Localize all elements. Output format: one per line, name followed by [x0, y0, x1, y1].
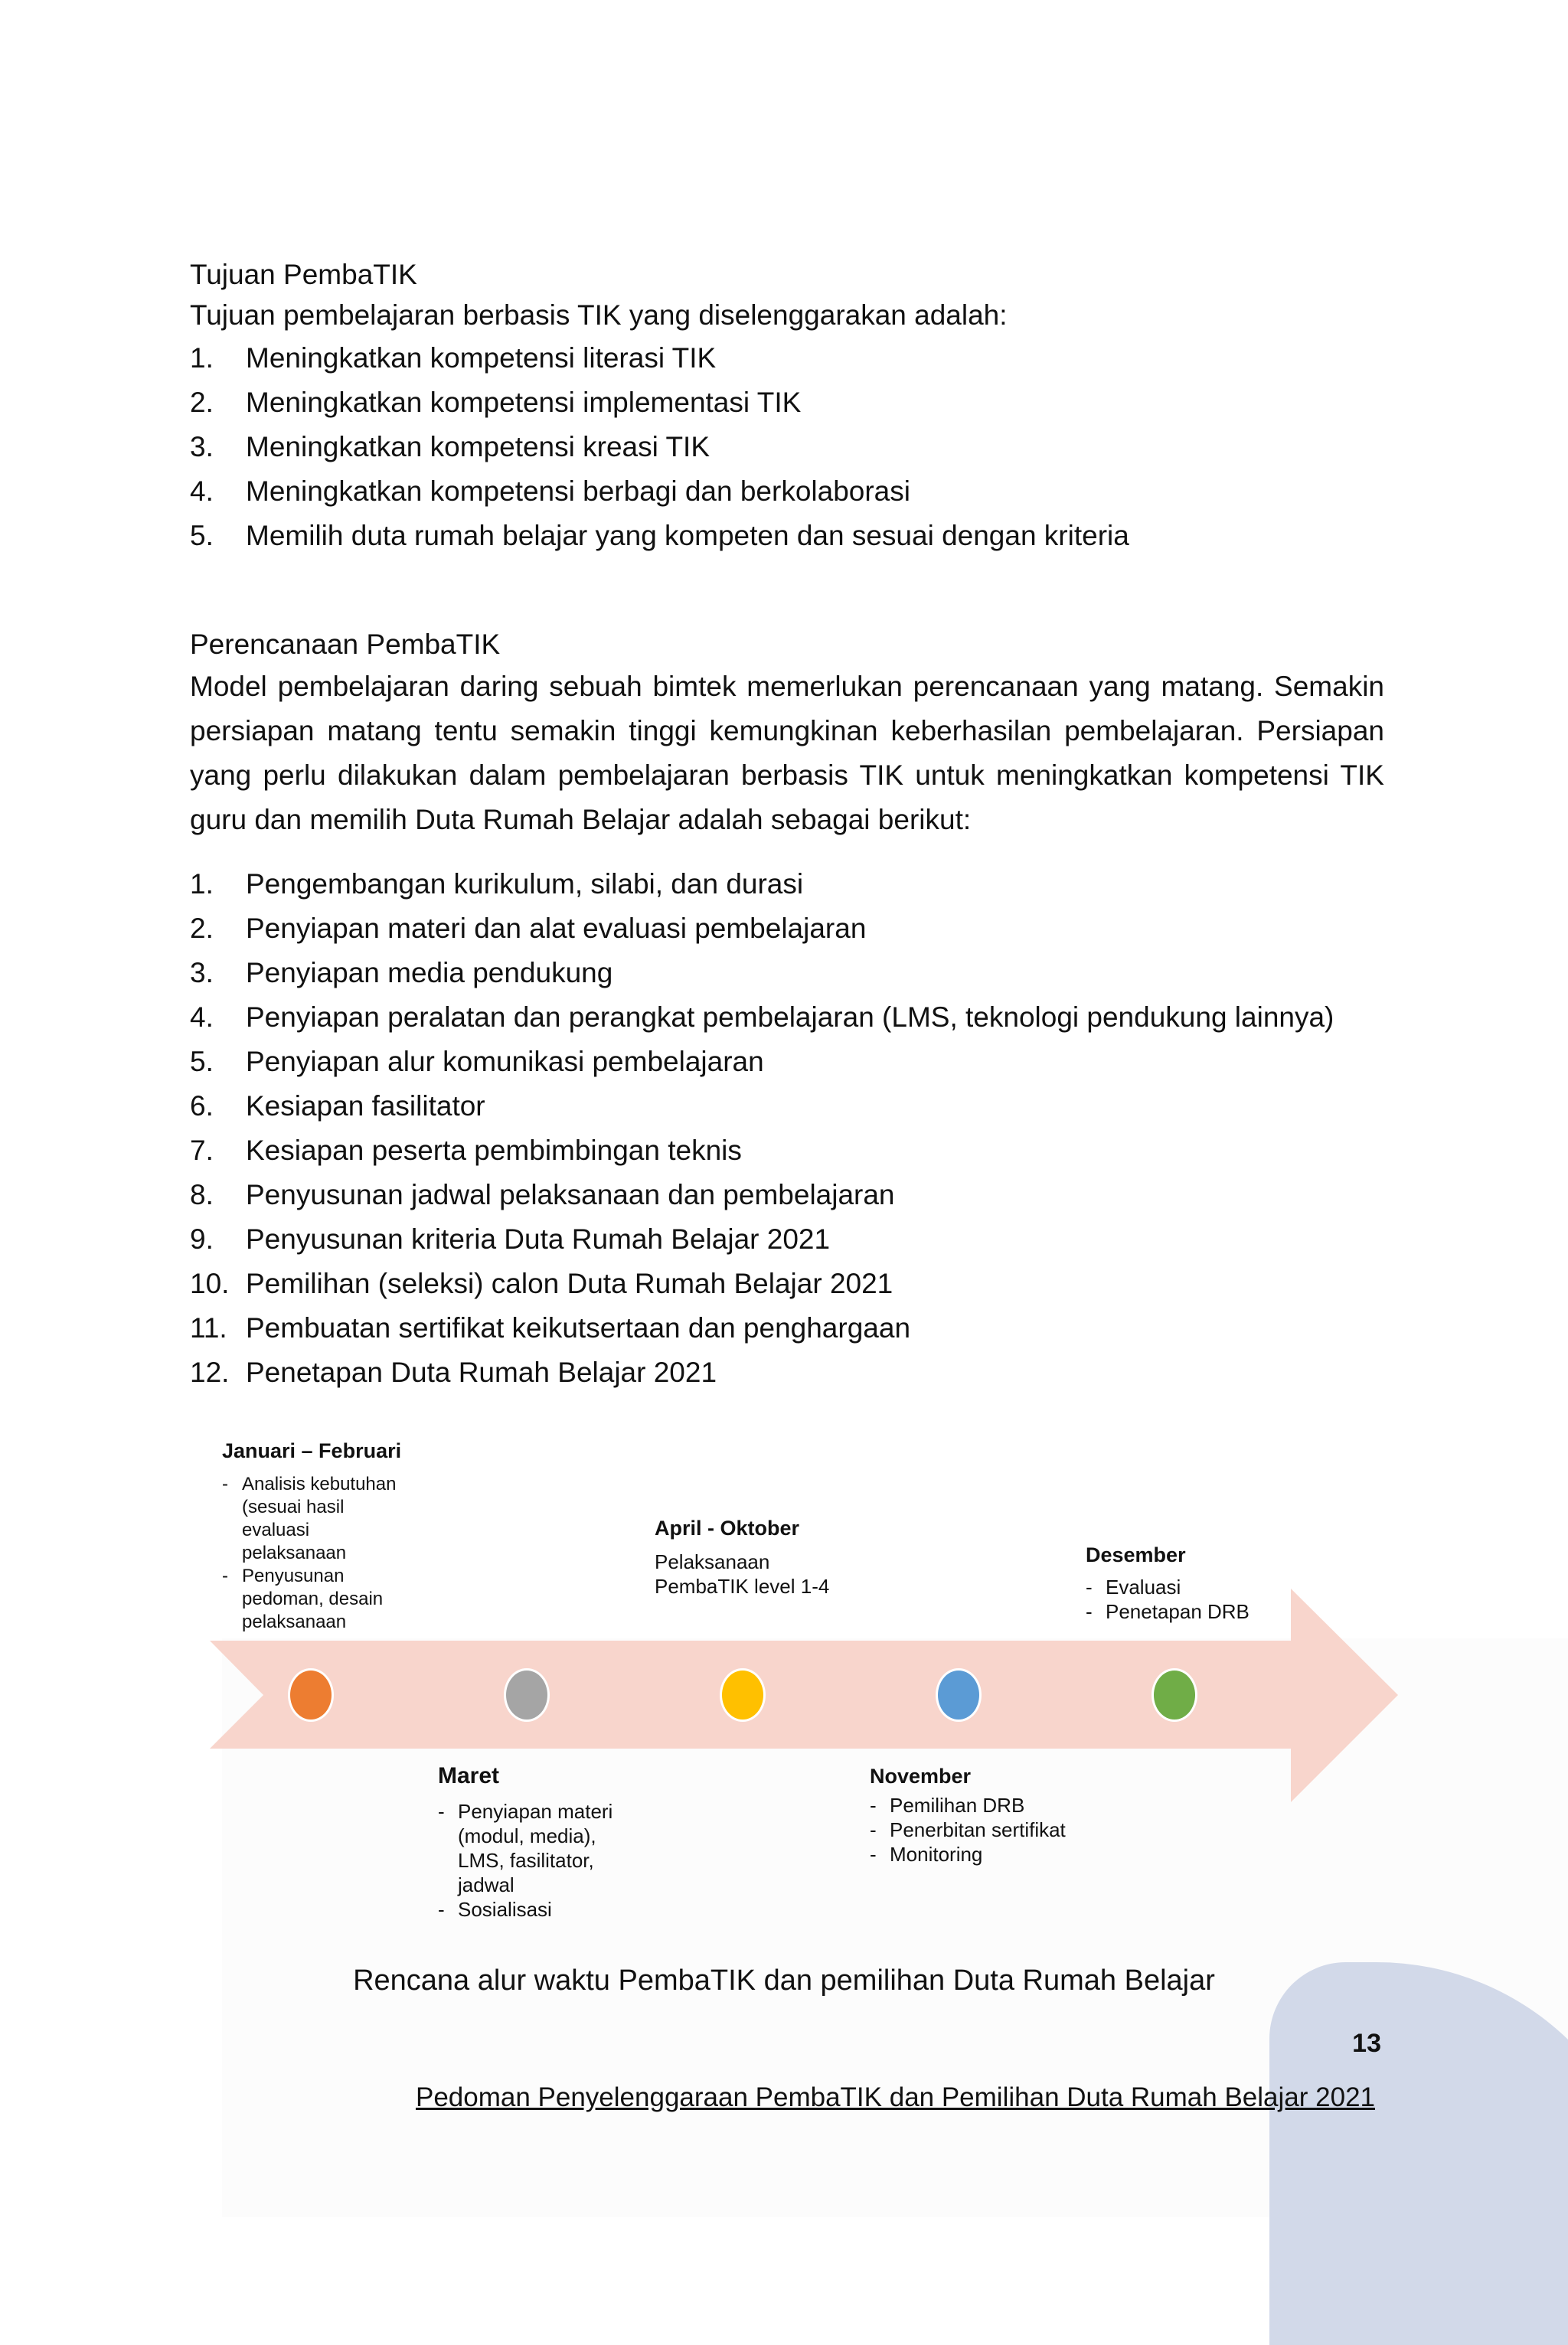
step-title: April - Oktober — [655, 1517, 800, 1540]
section-intro: Tujuan pembelajaran berbasis TIK yang diselenggarakan adalah: — [190, 299, 1008, 331]
list-item — [190, 514, 1384, 558]
list-text: Kesiapan fasilitator — [246, 1090, 485, 1122]
dash-glyph: - — [870, 1843, 877, 1866]
list-number: 2. — [190, 913, 214, 944]
step-item — [438, 1799, 622, 1897]
list-text: Pembuatan sertifikat keikutsertaan dan penghargaan — [246, 1312, 911, 1344]
step-item — [222, 1565, 406, 1634]
step-list — [1086, 1575, 1285, 1624]
step-list — [222, 1473, 406, 1634]
decorative-corner-shape — [1269, 1962, 1568, 2345]
list-item — [190, 1217, 1384, 1262]
step-title: Maret — [438, 1763, 500, 1788]
timeline-step-desember — [1086, 1543, 1285, 1624]
timeline-diagram — [207, 1432, 1401, 1968]
list-number: 5. — [190, 1046, 214, 1077]
step-text: Pelaksanaan PembaTIK level 1-4 — [655, 1550, 830, 1598]
step-item-text: Evaluasi — [1106, 1576, 1181, 1599]
step-title: Desember — [1086, 1543, 1186, 1566]
timeline-dot-orange — [288, 1668, 334, 1722]
timeline-dot-green — [1152, 1668, 1197, 1722]
list-item — [190, 906, 1384, 951]
dash-glyph: - — [870, 1818, 877, 1841]
step-item-text: Penetapan DRB — [1106, 1600, 1250, 1623]
timeline-step-maret — [438, 1764, 622, 1922]
numbered-list — [190, 862, 1384, 1395]
step-item-text: Penyusunan pedoman, desain pelaksanaan — [242, 1566, 384, 1632]
step-item-text: Monitoring — [890, 1843, 983, 1866]
list-text: Penetapan Duta Rumah Belajar 2021 — [246, 1357, 717, 1388]
section-tujuan — [190, 255, 1384, 558]
list-number: 4. — [190, 1001, 214, 1033]
list-number: 8. — [190, 1179, 214, 1210]
timeline-dot-grey — [504, 1668, 550, 1722]
list-text: Pemilihan (seleksi) calon Duta Rumah Belajar 2021 — [246, 1268, 893, 1299]
numbered-list — [190, 336, 1384, 558]
list-item — [190, 1173, 1384, 1217]
list-text: Pengembangan kurikulum, silabi, dan durasi — [246, 868, 804, 900]
timeline-step-november — [870, 1764, 1069, 1867]
list-number: 3. — [190, 957, 214, 988]
step-item — [222, 1473, 406, 1565]
dash-glyph: - — [222, 1474, 228, 1494]
list-item — [190, 862, 1384, 906]
list-text: Meningkatkan kompetensi implementasi TIK — [246, 387, 802, 418]
list-text: Meningkatkan kompetensi berbagi dan berkolaborasi — [246, 475, 910, 507]
list-item — [190, 951, 1384, 995]
list-text: Meningkatkan kompetensi literasi TIK — [246, 342, 717, 374]
step-item-text: Pemilihan DRB — [890, 1794, 1025, 1817]
list-text: Meningkatkan kompetensi kreasi TIK — [246, 431, 710, 462]
step-list — [438, 1799, 622, 1922]
list-item — [190, 1306, 1384, 1350]
dash-glyph: - — [1086, 1600, 1093, 1623]
dash-glyph: - — [222, 1566, 228, 1586]
list-text: Penyiapan media pendukung — [246, 957, 613, 988]
list-number: 1. — [190, 868, 214, 900]
figure-caption: Rencana alur waktu PembaTIK dan pemilihan Duta Rumah Belajar — [353, 1965, 1215, 1997]
list-number: 2. — [190, 387, 214, 418]
step-item — [870, 1818, 1069, 1842]
timeline-step-jan-feb — [222, 1439, 406, 1634]
list-number: 4. — [190, 475, 214, 507]
list-number: 3. — [190, 431, 214, 462]
list-number: 10. — [190, 1268, 230, 1299]
step-list — [870, 1793, 1069, 1867]
list-text: Memilih duta rumah belajar yang kompeten dan sesuai dengan kriteria — [246, 520, 1129, 551]
timeline-step-apr-okt — [655, 1516, 846, 1599]
list-number: 12. — [190, 1357, 230, 1388]
dash-glyph: - — [870, 1794, 877, 1817]
list-item — [190, 425, 1384, 469]
list-item — [190, 1084, 1384, 1128]
list-number: 7. — [190, 1135, 214, 1166]
list-text: Kesiapan peserta pembimbingan teknis — [246, 1135, 742, 1166]
dash-glyph: - — [438, 1898, 445, 1921]
list-text: Penyusunan kriteria Duta Rumah Belajar 2021 — [246, 1223, 831, 1255]
list-number: 11. — [190, 1312, 227, 1344]
section-perencanaan — [190, 625, 1384, 1395]
list-number: 6. — [190, 1090, 214, 1122]
step-title: Januari – Februari — [222, 1439, 402, 1462]
list-item — [190, 1040, 1384, 1084]
list-text: Penyiapan peralatan dan perangkat pembelajaran (LMS, teknologi pendukung lainnya) — [246, 1001, 1334, 1033]
footer-title: Pedoman Penyelenggaraan PembaTIK dan Pemilihan Duta Rumah Belajar 2021 — [415, 2082, 1375, 2112]
section-paragraph: Model pembelajaran daring sebuah bimtek memerlukan perencanaan yang matang. Semakin persiapan matang tentu semakin tinggi kemungkinan keberhasilan pembelajaran. Persiapan yang perlu dilakukan dalam pembelajaran berbasis TIK untuk meningkatkan kompetensi TIK guru dan memilih Duta Rumah Belajar adalah sebagai berikut: — [190, 671, 1384, 835]
step-item-text: Analisis kebutuhan (sesuai hasil evaluasi pelaksanaan — [242, 1474, 397, 1563]
dash-glyph: - — [438, 1800, 445, 1823]
list-number: 1. — [190, 342, 214, 374]
step-item — [870, 1793, 1069, 1818]
step-item — [870, 1842, 1069, 1867]
step-item — [1086, 1599, 1285, 1624]
timeline-dot-yellow — [720, 1668, 766, 1722]
timeline-dot-blue — [936, 1668, 982, 1722]
list-number: 5. — [190, 520, 214, 551]
list-text: Penyiapan alur komunikasi pembelajaran — [246, 1046, 764, 1077]
list-item — [190, 469, 1384, 514]
page-number: 13 — [1352, 2029, 1381, 2058]
list-item — [190, 1262, 1384, 1306]
list-item — [190, 995, 1384, 1040]
step-item — [1086, 1575, 1285, 1599]
dash-glyph: - — [1086, 1576, 1093, 1599]
list-item — [190, 380, 1384, 425]
step-item-text: Penyiapan materi (modul, media), LMS, fasilitator, jadwal — [458, 1800, 613, 1896]
list-text: Penyusunan jadwal pelaksanaan dan pembelajaran — [246, 1179, 895, 1210]
list-item — [190, 1350, 1384, 1395]
section-heading: Perencanaan PembaTIK — [190, 629, 501, 660]
list-item — [190, 1128, 1384, 1173]
section-heading: Tujuan PembaTIK — [190, 259, 417, 290]
list-text: Penyiapan materi dan alat evaluasi pembelajaran — [246, 913, 867, 944]
step-item — [438, 1897, 622, 1922]
step-item-text: Penerbitan sertifikat — [890, 1818, 1066, 1841]
list-number: 9. — [190, 1223, 214, 1255]
step-item-text: Sosialisasi — [458, 1898, 552, 1921]
step-title: November — [870, 1765, 972, 1788]
list-item — [190, 336, 1384, 380]
